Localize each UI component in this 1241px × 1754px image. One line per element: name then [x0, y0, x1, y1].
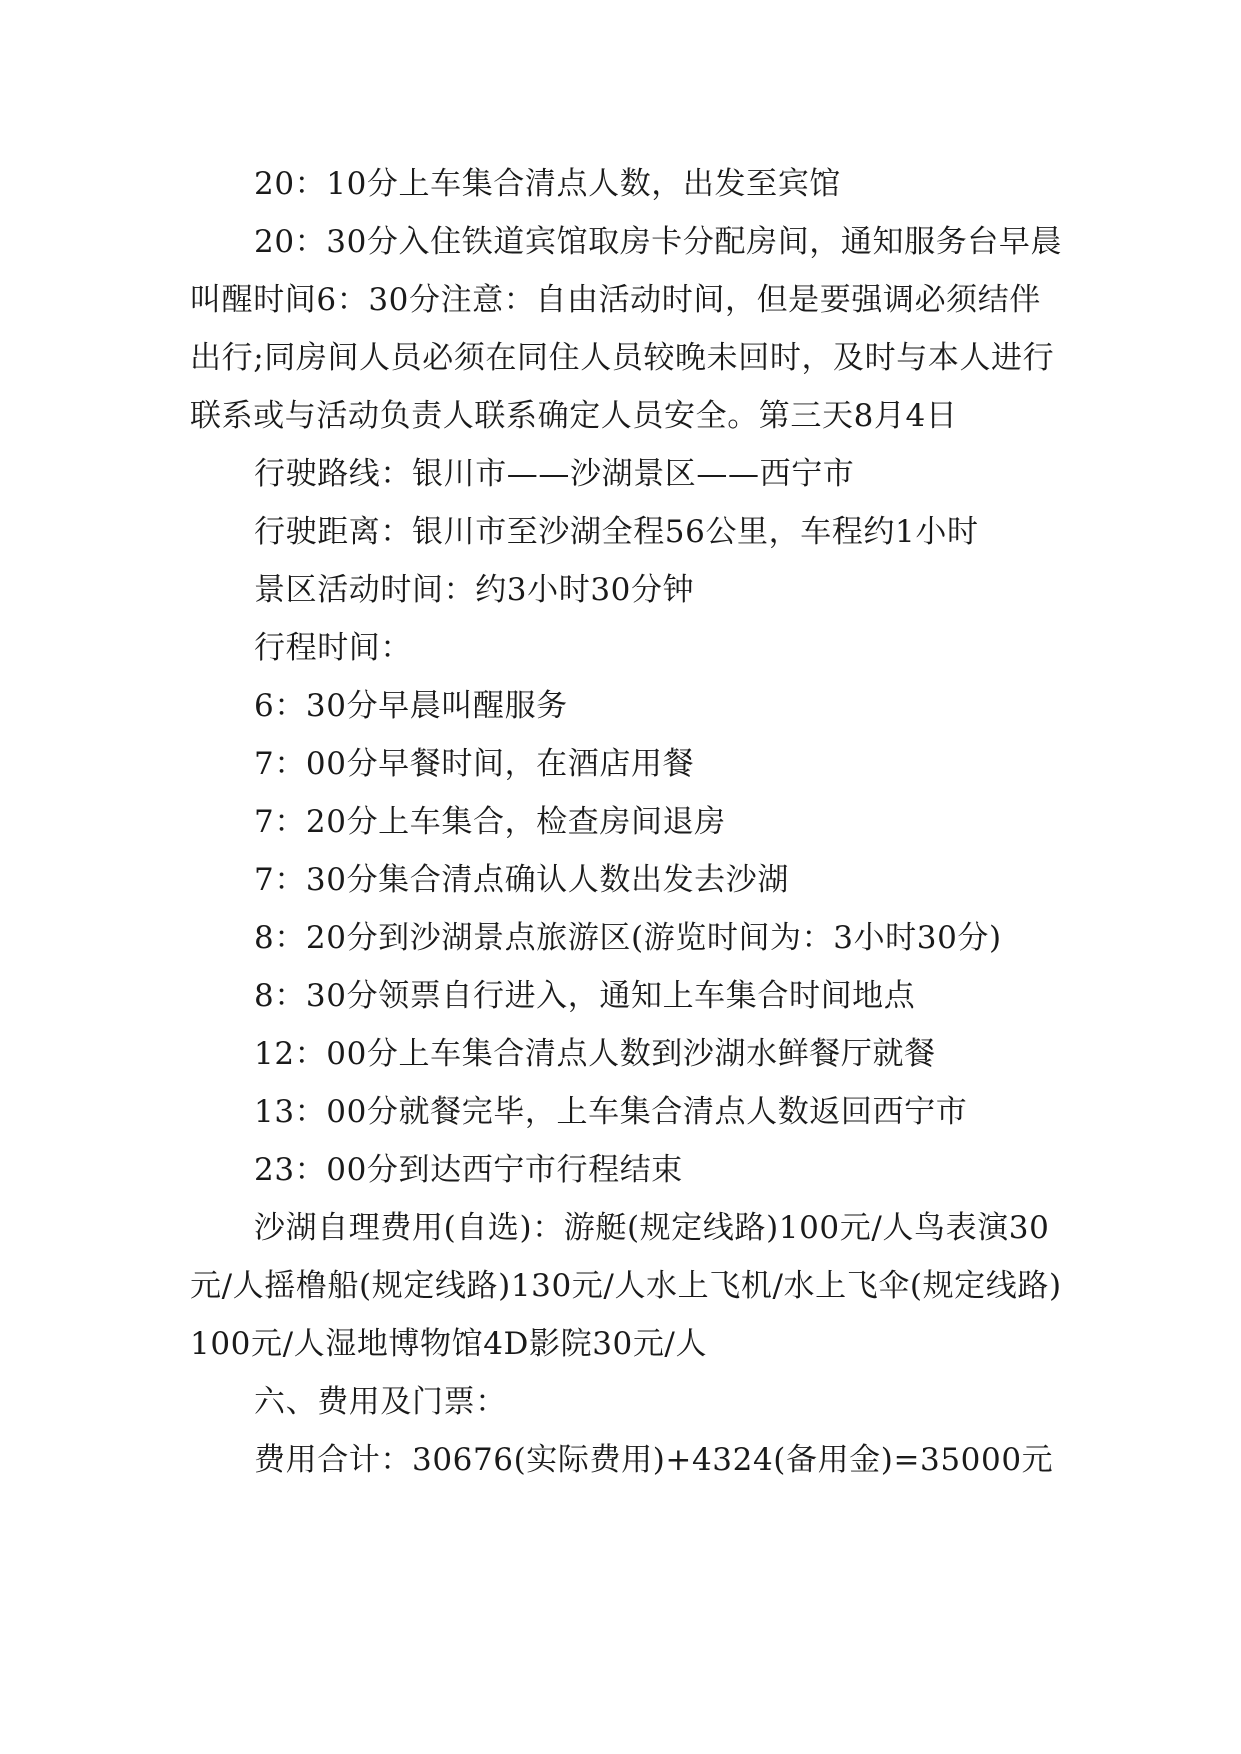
- paragraph-schedule-heading: 行程时间：: [254, 630, 412, 666]
- paragraph-hotel-checkin: 20：30分入住铁道宾馆取房卡分配房间，通知服务台早晨叫醒时间6：30分注意：自由活动时间，但是要强调必须结伴出行;同房间人员必须在同住人员较晚未回时，及时与本人进行联系或与活动负责人联系确定人员安全。第三天8月4日: [190, 224, 1063, 434]
- schedule-item: 13：00分就餐完毕，上车集合清点人数返回西宁市: [254, 1094, 968, 1130]
- schedule-item: 7：20分上车集合，检查房间退房: [254, 804, 726, 840]
- schedule-item: 12：00分上车集合清点人数到沙湖水鲜餐厅就餐: [254, 1036, 936, 1072]
- schedule-item: 23：00分到达西宁市行程结束: [254, 1152, 683, 1188]
- paragraph-depart-hotel: 20：10分上车集合清点人数，出发至宾馆: [254, 166, 841, 202]
- section-heading-fees: 六、费用及门票：: [254, 1384, 507, 1420]
- schedule-item: 8：30分领票自行进入，通知上车集合时间地点: [254, 978, 916, 1014]
- paragraph-optional-fees: 沙湖自理费用(自选)：游艇(规定线路)100元/人鸟表演30元/人摇橹船(规定线路)130元/人水上飞机/水上飞伞(规定线路)100元/人湿地博物馆4D影院30元/人: [190, 1210, 1062, 1362]
- document-body: [190, 155, 1070, 1489]
- paragraph-fee-total: 费用合计：30676(实际费用)+4324(备用金)=35000元: [254, 1442, 1054, 1478]
- schedule-item: 7：00分早餐时间，在酒店用餐: [254, 746, 695, 782]
- paragraph-route: 行驶路线：银川市——沙湖景区——西宁市: [254, 456, 855, 492]
- schedule-item: 7：30分集合清点确认人数出发去沙湖: [254, 862, 789, 898]
- paragraph-activity-time: 景区活动时间：约3小时30分钟: [254, 572, 695, 608]
- schedule-item: 6：30分早晨叫醒服务: [254, 688, 568, 724]
- paragraph-distance: 行驶距离：银川市至沙湖全程56公里，车程约1小时: [254, 514, 979, 550]
- schedule-item: 8：20分到沙湖景点旅游区(游览时间为：3小时30分): [254, 920, 1002, 956]
